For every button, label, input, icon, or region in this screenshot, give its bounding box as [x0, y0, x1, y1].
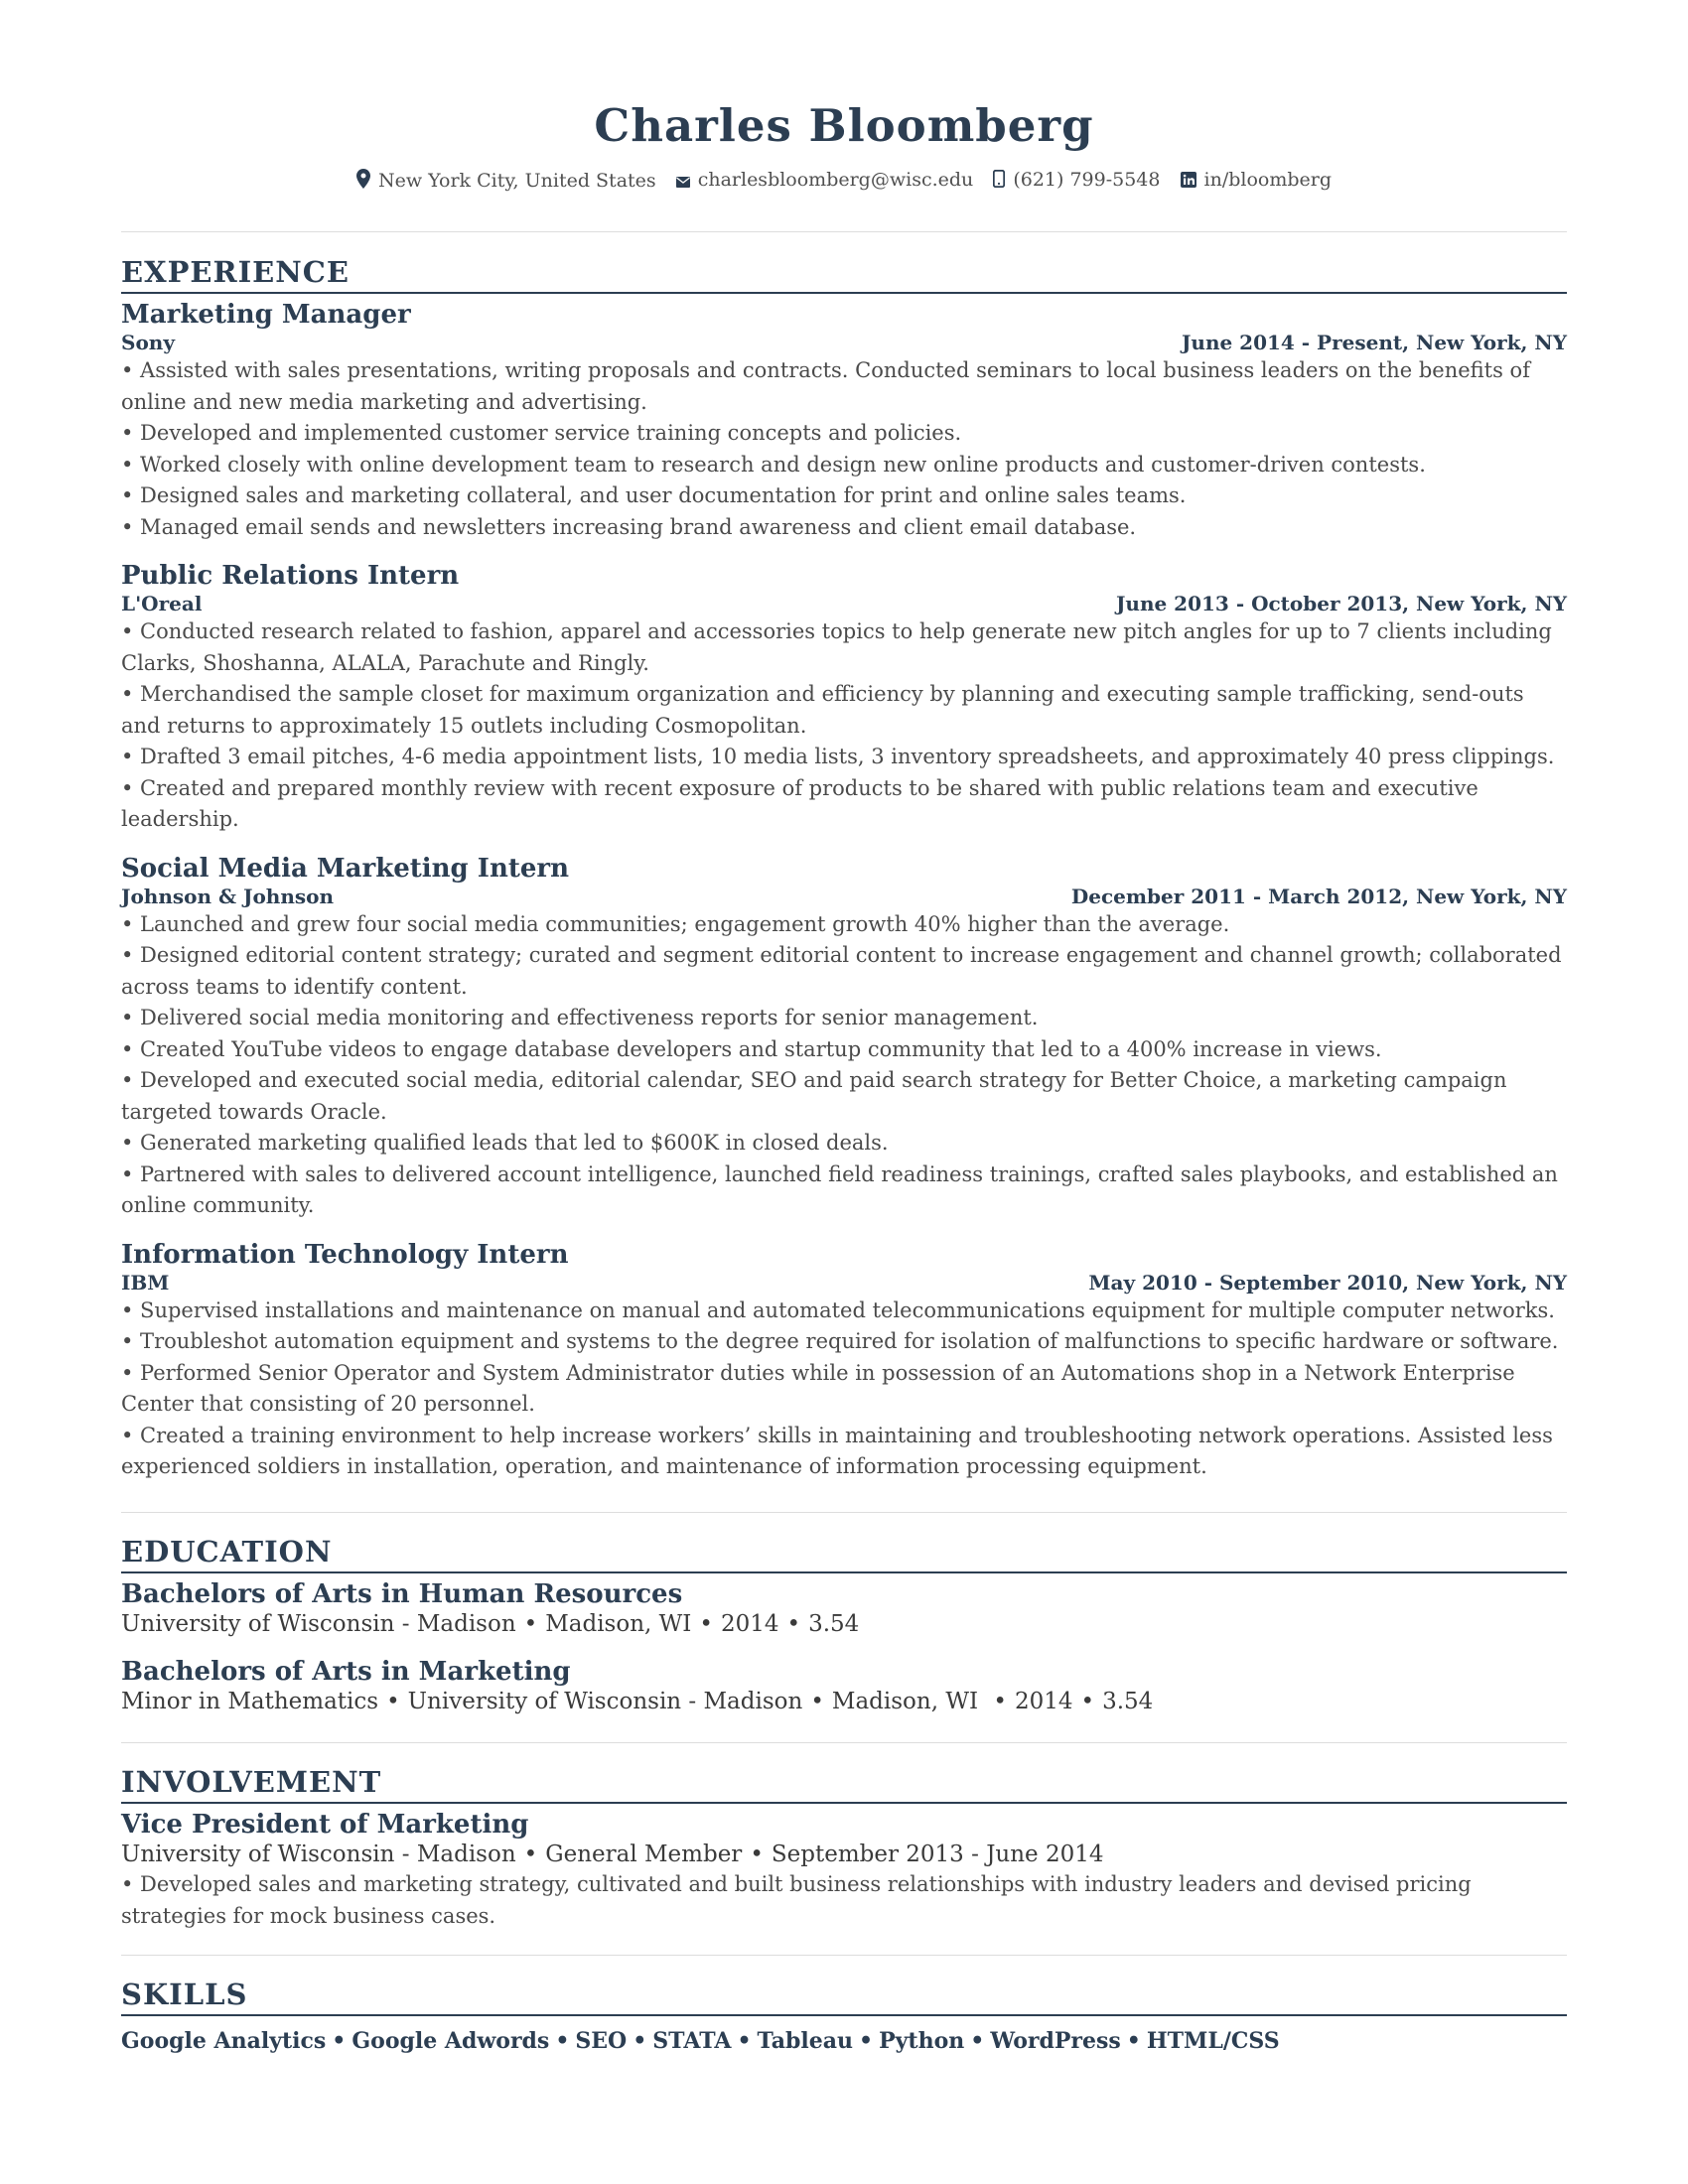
degree-gpa: 3.54: [1102, 1689, 1154, 1714]
skill-item: WordPress: [990, 2028, 1121, 2054]
degree-title: Bachelors of Arts in Marketing: [121, 1657, 571, 1687]
candidate-name: Charles Bloomberg: [594, 99, 1094, 152]
separator-dot: •: [737, 2028, 752, 2054]
job-bullet: • Developed and executed social media, editorial calendar, SEO and paid search strategy for Better Choice, a marketing campaign targeted towards Oracle.: [121, 1068, 1507, 1124]
job-company: Sony: [121, 331, 175, 354]
contact-linkedin[interactable]: [1181, 169, 1333, 191]
experience-section: [121, 252, 1567, 1483]
divider: [121, 1512, 1567, 1513]
job-bullet: • Designed editorial content strategy; curated and segment editorial content to increase engagement and channel growth; collaborated across teams to identify content.: [121, 943, 1562, 999]
job-bullet: • Worked closely with online development team to research and design new online products and customer-driven contests.: [121, 452, 1426, 477]
separator-dot: •: [810, 1689, 824, 1714]
degree-year: 2014: [720, 1611, 779, 1637]
involvement-details: [121, 1840, 1567, 1869]
job-title: Information Technology Intern: [121, 1239, 569, 1270]
skills-list: [121, 2026, 1567, 2056]
job-bullet: • Drafted 3 email pitches, 4-6 media appointment lists, 10 media lists, 3 inventory spreadsheets, and approximately 40 press clippings.: [121, 745, 1555, 768]
separator-dot: •: [523, 1611, 538, 1637]
envelope-icon: [676, 177, 690, 188]
job-bullet: • Generated marketing qualified leads that led to $600K in closed deals.: [121, 1131, 889, 1155]
separator-dot: •: [1126, 2028, 1141, 2054]
job-entry: [121, 300, 1567, 543]
education-entry: [121, 1579, 1567, 1639]
job-bullet: • Delivered social media monitoring and effectiveness reports for senior management.: [121, 1006, 1039, 1029]
degree-minor: Minor in Mathematics: [121, 1689, 379, 1714]
involvement-org: University of Wisconsin - Madison: [121, 1842, 516, 1867]
separator-dot: •: [332, 2028, 347, 2054]
job-dates: December 2011 - March 2012, New York, NY: [1070, 884, 1567, 908]
job-bullet: • Supervised installations and maintenance on manual and automated telecommunications equipment for multiple computer networks.: [121, 1297, 1555, 1322]
separator-dot: •: [993, 1689, 1007, 1714]
job-company: L'Oreal: [121, 592, 203, 615]
degree-gpa: 3.54: [808, 1611, 860, 1637]
skill-item: Python: [879, 2028, 965, 2054]
job-bullet: • Created a training environment to help increase workers’ skills in maintaining and troubleshooting network operations. Assisted less experienced soldiers in installation, operation, and maintenance of information processing equipment.: [121, 1423, 1553, 1478]
job-bullet: • Conducted research related to fashion, apparel and accessories topics to help generate new pitch angles for up to 7 clients including Clarks, Shoshanna, ALALA, Parachute and Ringly.: [121, 619, 1552, 675]
job-title: Social Media Marketing Intern: [121, 853, 570, 884]
education-entry: [121, 1657, 1567, 1716]
linkedin-icon: [1181, 172, 1196, 188]
job-bullet: • Designed sales and marketing collateral, and user documentation for print and online sales teams.: [121, 483, 1187, 507]
involvement-dates: September 2013 - June 2014: [771, 1842, 1104, 1867]
divider: [121, 231, 1567, 232]
job-title: Public Relations Intern: [121, 561, 460, 591]
section-title-skills: SKILLS: [121, 1975, 1567, 2016]
separator-dot: •: [523, 1842, 538, 1867]
job-meta: [121, 330, 1567, 355]
section-title-experience: EXPERIENCE: [121, 252, 1567, 294]
job-meta: [121, 1270, 1567, 1296]
section-title-education: EDUCATION: [121, 1532, 1567, 1573]
involvement-bullet: • Developed sales and marketing strategy, cultivated and built business relationships with industry leaders and devised pricing strategies for mock business cases.: [121, 1872, 1472, 1928]
job-bullet: • Managed email sends and newsletters increasing brand awareness and client email database.: [121, 514, 1137, 539]
skills-section: [121, 1975, 1567, 2056]
contact-location: [356, 169, 656, 192]
degree-school: University of Wisconsin - Madison: [121, 1611, 516, 1637]
involvement-role: Vice President of Marketing: [121, 1810, 529, 1840]
contact-line: [121, 168, 1567, 192]
job-dates: June 2014 - Present, New York, NY: [1181, 331, 1567, 354]
job-dates: May 2010 - September 2010, New York, NY: [1088, 1270, 1567, 1295]
job-bullet: • Assisted with sales presentations, writing proposals and contracts. Conducted seminars to local business leaders on the benefits of online and new media marketing and advertising.: [121, 358, 1530, 414]
degree-details: [121, 1687, 1567, 1716]
divider: [121, 1955, 1567, 1956]
skill-item: Tableau: [757, 2028, 854, 2054]
separator-dot: •: [750, 1842, 764, 1867]
separator-dot: •: [786, 1611, 801, 1637]
divider: [121, 1742, 1567, 1743]
contact-phone: [993, 169, 1160, 191]
contact-email[interactable]: [676, 169, 974, 191]
degree-year: 2014: [1014, 1689, 1073, 1714]
linkedin-text: in/bloomberg: [1203, 169, 1333, 191]
phone-icon: [993, 170, 1005, 188]
email-text: charlesbloomberg@wisc.edu: [697, 169, 974, 191]
skill-item: STATA: [652, 2028, 732, 2054]
job-bullet: • Created and prepared monthly review with recent exposure of products to be shared with public relations team and executive leadership.: [121, 775, 1478, 831]
separator-dot: •: [386, 1689, 400, 1714]
skill-item: SEO: [575, 2028, 628, 2054]
section-title-involvement: INVOLVEMENT: [121, 1762, 1567, 1804]
job-company: Johnson & Johnson: [121, 884, 335, 908]
education-section: [121, 1532, 1567, 1716]
skill-item: Google Analytics: [121, 2028, 327, 2054]
job-bullet: • Performed Senior Operator and System Administrator duties while in possession of an Automations shop in a Network Enterprise Center that consisting of 20 personnel.: [121, 1360, 1515, 1416]
job-entry: [121, 561, 1567, 836]
job-title: Marketing Manager: [121, 300, 411, 330]
separator-dot: •: [970, 2028, 985, 2054]
job-meta: [121, 884, 1567, 909]
degree-location: Madison, WI: [545, 1611, 692, 1637]
job-bullet: • Launched and grew four social media communities; engagement growth 40% higher than the average.: [121, 911, 1230, 936]
degree-school: University of Wisconsin - Madison: [407, 1689, 803, 1714]
job-meta: [121, 591, 1567, 616]
map-pin-icon: [356, 169, 370, 189]
skill-item: HTML/CSS: [1146, 2028, 1280, 2054]
separator-dot: •: [633, 2028, 647, 2054]
separator-dot: •: [1080, 1689, 1095, 1714]
job-entry: [121, 1240, 1567, 1483]
job-entry: [121, 854, 1567, 1222]
skill-item: Google Adwords: [352, 2028, 550, 2054]
job-bullet: • Merchandised the sample closet for maximum organization and efficiency by planning and executing sample trafficking, send-outs and returns to approximately 15 outlets including Cosmopolitan.: [121, 682, 1524, 738]
involvement-entry: [121, 1810, 1567, 1932]
separator-dot: •: [859, 2028, 874, 2054]
job-bullet: • Partnered with sales to delivered account intelligence, launched field readiness trainings, crafted sales playbooks, and established an online community.: [121, 1161, 1558, 1217]
separator-dot: •: [555, 2028, 570, 2054]
job-dates: June 2013 - October 2013, New York, NY: [1115, 592, 1567, 615]
job-company: IBM: [121, 1270, 170, 1295]
phone-text: (621) 799-5548: [1013, 169, 1161, 191]
job-bullet: • Created YouTube videos to engage database developers and startup community that led to a 400% increase in views.: [121, 1036, 1382, 1061]
degree-details: [121, 1609, 1567, 1639]
degree-location: Madison, WI: [831, 1689, 986, 1714]
involvement-position: General Member: [545, 1842, 743, 1867]
involvement-section: [121, 1762, 1567, 1932]
separator-dot: •: [699, 1611, 713, 1637]
job-bullet: • Troubleshot automation equipment and systems to the degree required for isolation of malfunctions to specific hardware or software.: [121, 1329, 1559, 1353]
job-bullet: • Developed and implemented customer service training concepts and policies.: [121, 421, 962, 445]
location-text: New York City, United States: [377, 169, 656, 192]
degree-title: Bachelors of Arts in Human Resources: [121, 1579, 683, 1609]
